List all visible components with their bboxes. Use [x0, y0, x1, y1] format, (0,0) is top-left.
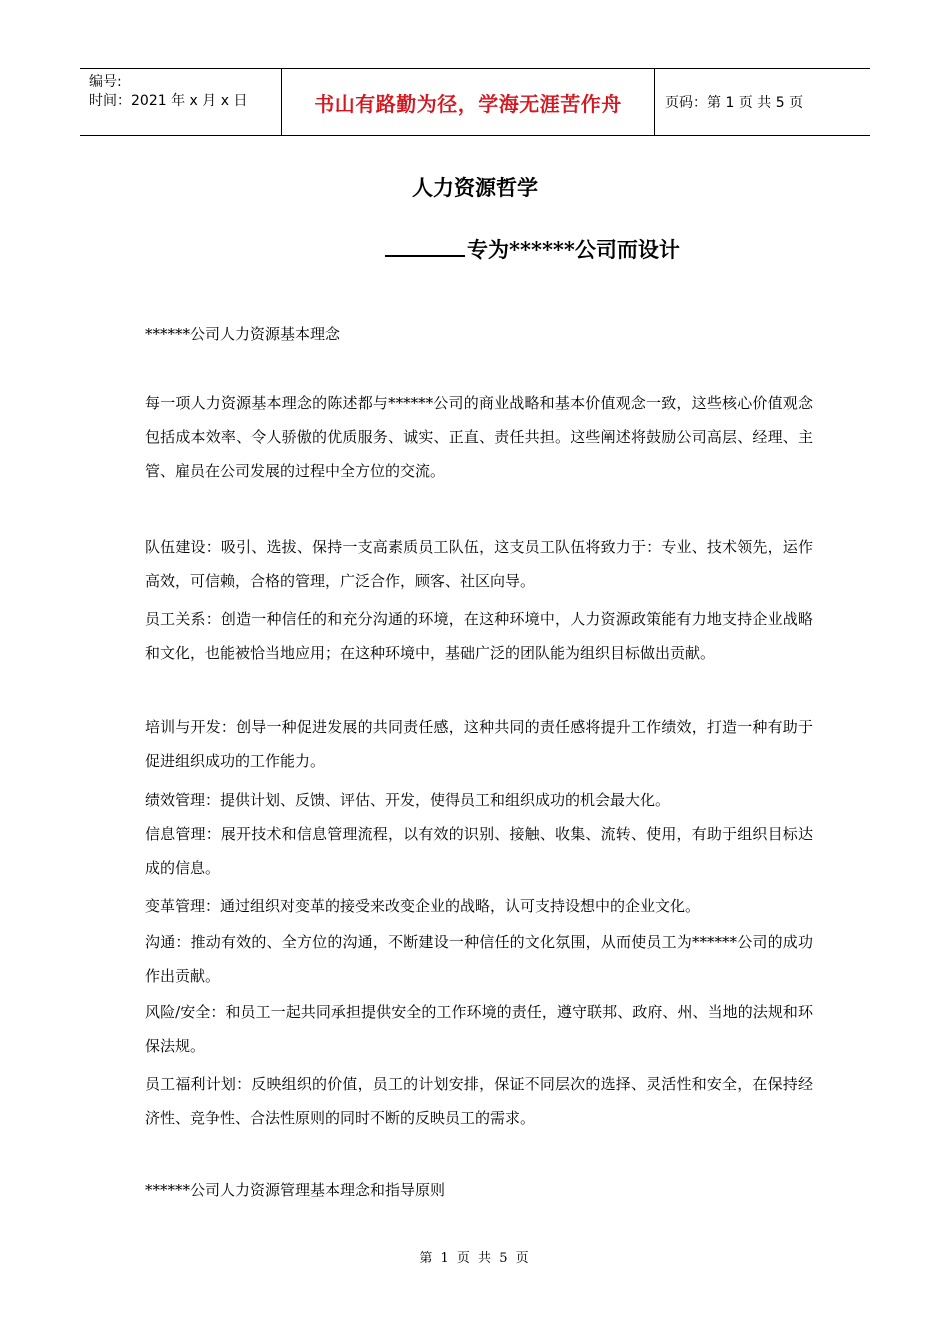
principle-item: 变革管理：通过组织对变革的接受来改变企业的战略，认可支持设想中的企业文化。 — [145, 897, 701, 915]
section-heading-2: ******公司人力资源管理基本理念和指导原则 — [145, 1181, 446, 1199]
section-heading-1: ******公司人力资源基本理念 — [145, 325, 341, 343]
principle-item: 风险/安全：和员工一起共同承担提供安全的工作环境的责任，遵守联邦、政府、州、当地的法规和环保法规。 — [145, 1003, 813, 1055]
subtitle-text: 专为******公司而设计 — [467, 237, 680, 262]
header-page-cell — [655, 69, 870, 135]
page-header — [80, 68, 870, 136]
number-label: 编号: — [89, 74, 122, 90]
principle-item: 员工福利计划：反映组织的价值，员工的计划安排，保证不同层次的选择、灵活性和安全，在保持经济性、竞争性、合法性原则的同时不断的反映员工的需求。 — [145, 1075, 813, 1127]
page-label: 页码：第 1 页 共 5 页 — [665, 95, 804, 111]
header-motto-cell — [281, 69, 655, 135]
motto: 书山有路勤为径，学海无涯苦作舟 — [314, 91, 622, 116]
document-subtitle — [385, 233, 680, 264]
time-label: 时间：2021 年 x 月 x 日 — [89, 93, 248, 109]
principle-item: 沟通：推动有效的、全方位的沟通，不断建设一种信任的文化氛围，从而使员工为******公司的成功作出贡献。 — [145, 933, 813, 985]
principle-item: 队伍建设：吸引、选拔、保持一支高素质员工队伍，这支员工队伍将致力于：专业、技术领先，运作高效，可信赖，合格的管理，广泛合作，顾客、社区向导。 — [145, 538, 813, 590]
principle-item: 绩效管理：提供计划、反馈、评估、开发，使得员工和组织成功的机会最大化。 — [145, 791, 671, 809]
document-title: 人力资源哲学 — [412, 175, 538, 200]
principle-item: 培训与开发：创导一种促进发展的共同责任感，这种共同的责任感将提升工作绩效，打造一种有助于促进组织成功的工作能力。 — [145, 718, 813, 770]
header-meta — [80, 69, 281, 135]
fill-in-blank — [385, 233, 465, 257]
principle-item: 员工关系：创造一种信任的和充分沟通的环境，在这种环境中，人力资源政策能有力地支持企业战略和文化，也能被恰当地应用；在这种环境中，基础广泛的团队能为组织目标做出贡献。 — [145, 610, 813, 662]
page-footer: 第 1 页 共 5 页 — [419, 1251, 531, 1266]
intro-paragraph: 每一项人力资源基本理念的陈述都与******公司的商业战略和基本价值观念一致，这些核心价值观念包括成本效率、令人骄傲的优质服务、诚实、正直、责任共担。这些阐述将鼓励公司高层、经理、主管、雇员在公司发展的过程中全方位的交流。 — [145, 394, 813, 480]
principle-item: 信息管理：展开技术和信息管理流程，以有效的识别、接触、收集、流转、使用，有助于组织目标达成的信息。 — [145, 825, 813, 877]
